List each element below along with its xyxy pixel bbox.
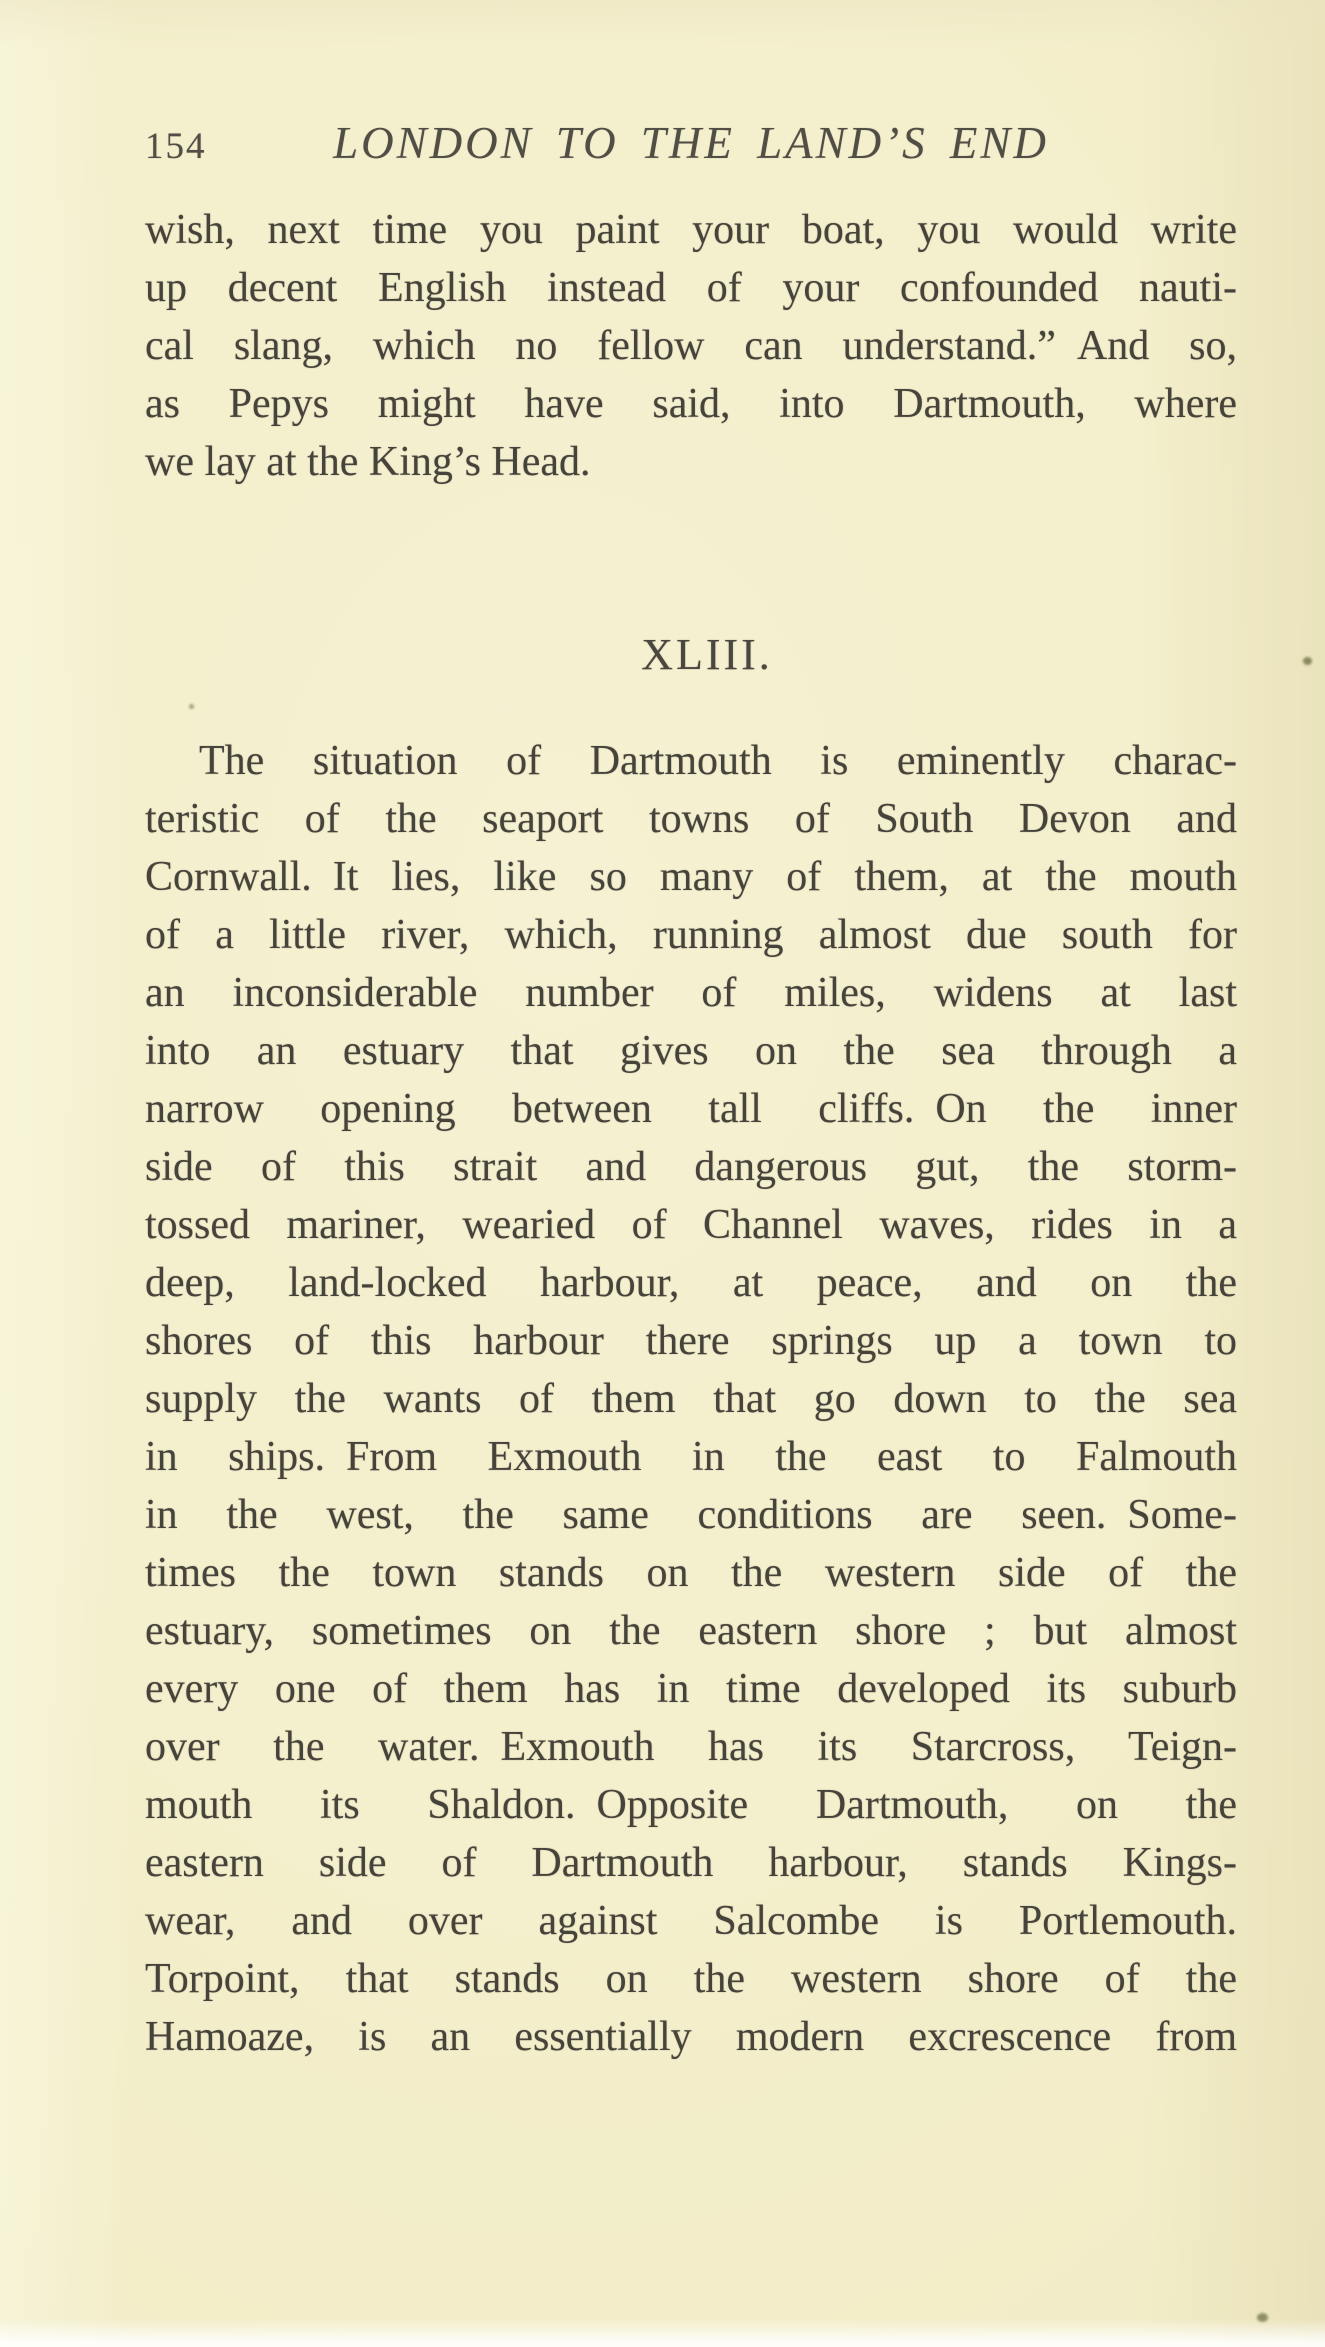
text-line: eastern side of Dartmouth harbour, stands Kings- — [145, 1840, 1237, 1886]
text-line: tossed mariner, wearied of Channel waves, rides in a — [145, 1202, 1237, 1248]
paragraph-continuation — [145, 201, 1237, 491]
text-line: up decent English instead of your confounded nauti- — [145, 265, 1237, 311]
scan-speck — [189, 704, 194, 709]
scan-speck — [1257, 2313, 1268, 2322]
paragraph-chapter-43 — [145, 732, 1237, 2066]
text-line: over the water. Exmouth has its Starcross, Teign- — [145, 1724, 1237, 1770]
text-line: of a little river, which, running almost due south for — [145, 912, 1237, 958]
text-line: shores of this harbour there springs up a town to — [145, 1318, 1237, 1364]
text-line: in ships. From Exmouth in the east to Falmouth — [145, 1434, 1237, 1480]
text-line: mouth its Shaldon. Opposite Dartmouth, on the — [145, 1782, 1237, 1828]
text-line: deep, land-locked harbour, at peace, and on the — [145, 1260, 1237, 1306]
text-line: The situation of Dartmouth is eminently charac- — [199, 738, 1237, 784]
text-line: we lay at the King’s Head. — [145, 439, 591, 485]
chapter-heading: XLIII. — [641, 630, 773, 679]
text-line: wear, and over against Salcombe is Portlemouth. — [145, 1898, 1237, 1944]
running-head-title: LONDON TO THE LAND’S END — [333, 118, 1049, 168]
text-line: wish, next time you paint your boat, you would write — [145, 207, 1237, 253]
text-line: every one of them has in time developed its suburb — [145, 1666, 1237, 1712]
text-line: narrow opening between tall cliffs. On the inner — [145, 1086, 1237, 1132]
text-line: times the town stands on the western side of the — [145, 1550, 1237, 1596]
text-line: Torpoint, that stands on the western shore of the — [145, 1956, 1237, 2002]
text-line: Hamoaze, is an essentially modern excrescence from — [145, 2014, 1237, 2060]
running-header — [145, 117, 1237, 173]
page-number: 154 — [145, 126, 207, 167]
scan-speck — [1303, 657, 1312, 665]
text-line: teristic of the seaport towns of South Devon and — [145, 796, 1237, 842]
text-line: estuary, sometimes on the eastern shore ; but almost — [145, 1608, 1237, 1654]
text-line: into an estuary that gives on the sea through a — [145, 1028, 1237, 1074]
text-line: as Pepys might have said, into Dartmouth, where — [145, 381, 1237, 427]
text-line: cal slang, which no fellow can understand.” And so, — [145, 323, 1237, 369]
text-line: in the west, the same conditions are seen. Some- — [145, 1492, 1237, 1538]
text-line: an inconsiderable number of miles, widens at last — [145, 970, 1237, 1016]
text-line: side of this strait and dangerous gut, the storm- — [145, 1144, 1237, 1190]
text-line: supply the wants of them that go down to the sea — [145, 1376, 1237, 1422]
text-line: Cornwall. It lies, like so many of them, at the mouth — [145, 854, 1237, 900]
